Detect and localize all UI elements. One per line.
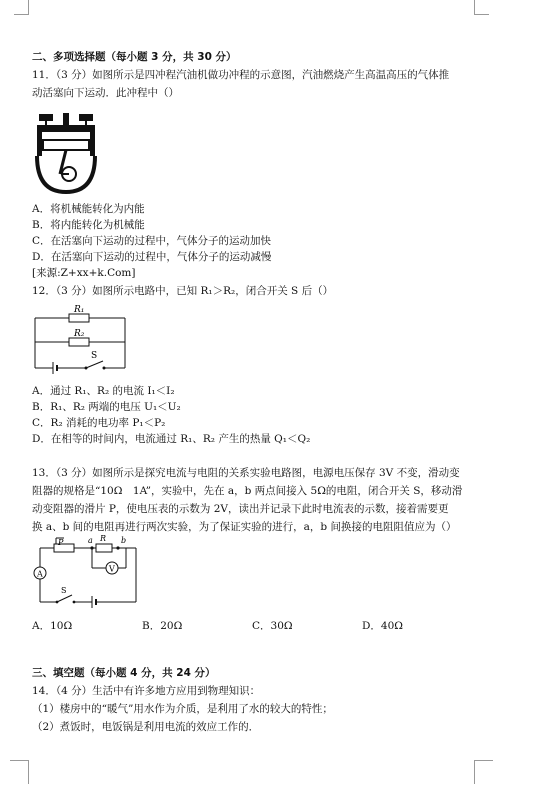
q12-circuit-diagram [33,302,129,376]
q13-node-b-label: b [121,536,127,545]
q12-r2-label: R₂ [74,329,85,339]
crop-mark-bottom-right [474,760,475,784]
q13-stem-line1: 13．（3 分）如图所示是探究电流与电阻的关系实验电路图，电源电压保存 3V 不变，滑动变 [32,467,460,479]
crop-mark-top-left [28,0,29,14]
section-heading-fill-in: 三、填空题（每小题 4 分，共 24 分） [32,667,216,679]
q13-stem-line3: 动变阻器的滑片 P，使电压表的示数为 2V，读出并记录下此时电流表的示数，接着需要更 [32,503,449,515]
q11-stem-line1: 11．（3 分）如图所示是四冲程汽油机做功冲程的示意图，汽油燃烧产生高温高压的气体推 [32,69,450,81]
q11-option-c: C．在活塞向下运动的过程中，气体分子的运动加快 [32,235,272,247]
q12-option-b: B．R₁、R₂ 两端的电压 U₁＜U₂ [32,401,181,413]
q14-item-1: （1）楼房中的“暖气”用水作为介质，是利用了水的较大的特性； [32,703,333,715]
crop-mark-top-right-h [474,14,489,15]
q12-switch-label: S [91,351,98,361]
q14-stem: 14．（4 分）生活中有许多地方应用到物理知识： [32,685,261,697]
q13-option-d: D．40Ω [362,620,403,632]
q12-stem: 12．（3 分）如图所示电路中，已知 R₁＞R₂，闭合开关 S 后（） [32,285,334,297]
q13-stem-line2: 阻器的规格是“10Ω 1A”，实验中，先在 a，b 两点间接入 5Ω的电阻，闭合开关 S，移动滑 [32,485,463,497]
q12-r1-label: R₁ [74,305,85,315]
q13-switch-label: S [61,586,67,595]
q12-option-c: C．R₂ 消耗的电功率 P₁＜P₂ [32,417,166,429]
crop-mark-top-right [474,0,475,14]
engine-diagram [33,112,99,194]
crop-mark-bottom-right-h [474,760,493,761]
q13-option-c: C．30Ω [252,620,293,632]
q11-stem-line2: 动活塞向下运动．此冲程中（） [32,87,179,99]
q11-source-note: [来源:Z+xx+k.Com] [32,267,136,279]
crop-mark-top-left-h [14,14,29,15]
q13-stem-line4: 换 a、b 间的电阻再进行两次实验，为了保证实验的进行，a，b 间换接的电阻阻值应为（） [32,521,457,533]
q13-ammeter-label: A [37,569,43,579]
q13-voltmeter-label: V [109,564,115,574]
q11-option-a: A．将机械能转化为内能 [32,203,145,215]
q12-option-d: D．在相等的时间内，电流通过 R₁、R₂ 产生的热量 Q₁＜Q₂ [32,433,311,445]
q13-slider-label: P [58,538,64,547]
crop-mark-bottom-left [28,760,29,784]
q14-item-2: （2）煮饭时，电饭锅是利用电流的效应工作的． [32,721,260,733]
section-heading-multiple-choice: 二、多项选择题（每小题 3 分，共 30 分） [32,51,237,63]
q11-option-b: B．将内能转化为机械能 [32,219,145,231]
q13-resistor-label: R [100,534,107,543]
q13-node-a-label: a [88,536,93,545]
q12-option-a: A．通过 R₁、R₂ 的电流 I₁＜I₂ [32,385,175,397]
q11-option-d: D．在活塞向下运动的过程中，气体分子的运动减慢 [32,251,272,263]
q13-option-a: A．10Ω [32,620,73,632]
crop-mark-bottom-left-h [10,760,29,761]
q13-circuit-diagram [30,534,142,610]
q13-option-b: B．20Ω [142,620,183,632]
